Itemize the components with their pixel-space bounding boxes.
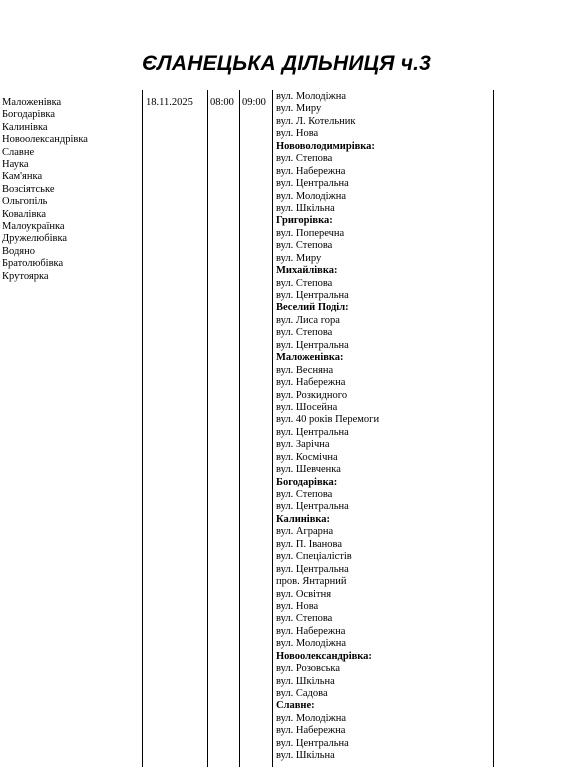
street-item: вул. Степова <box>276 613 333 625</box>
settlement-header: Нововолодимирівка: <box>276 140 375 152</box>
street-item: вул. Лиса гора <box>276 314 340 326</box>
street-item: вул. Нова <box>276 600 319 612</box>
street-item: вул. Молодіжна <box>276 638 347 650</box>
street-item: вул. П. Іванова <box>276 538 343 550</box>
street-item: вул. Миру <box>276 252 322 264</box>
street-item: вул. Набережна <box>276 377 346 389</box>
village-item: Славне <box>2 146 35 158</box>
street-item: вул. Набережна <box>276 725 346 737</box>
street-item: вул. Аграрна <box>276 526 334 538</box>
street-item: вул. Степова <box>276 327 333 339</box>
street-item: вул. Зарічна <box>276 439 330 451</box>
village-item: Крутоярка <box>2 270 49 282</box>
settlement-header: Григорівка: <box>276 215 333 227</box>
street-item: вул. Центральна <box>276 501 349 513</box>
street-item: вул. Степова <box>276 240 333 252</box>
streets-list <box>276 91 379 763</box>
column-divider <box>142 90 143 767</box>
street-item: вул. Молодіжна <box>276 91 347 102</box>
village-item: Новоолександрівка <box>2 134 88 146</box>
village-item: Ольгопіль <box>2 196 48 208</box>
column-divider <box>493 90 494 767</box>
street-item: вул. Степова <box>276 153 333 165</box>
village-item: Водяно <box>2 245 35 257</box>
street-item: вул. Миру <box>276 103 322 115</box>
page-title: ЄЛАНЕЦЬКА ДІЛЬНИЦЯ ч.3 <box>141 52 432 75</box>
street-item: вул. Садова <box>276 688 328 699</box>
settlement-header: Богодарівка: <box>276 476 338 488</box>
street-item: вул. Центральна <box>276 563 349 575</box>
settlement-header: Калинівка: <box>276 513 331 525</box>
street-item: вул. Спеціалістів <box>276 551 352 563</box>
village-item: Калинівка <box>2 121 48 133</box>
settlement-header: Маложенівка: <box>276 352 344 364</box>
street-item: вул. 40 років Перемоги <box>276 414 380 426</box>
street-item: пров. Янтарний <box>276 576 347 588</box>
street-item: вул. Поперечна <box>276 227 345 239</box>
street-item: вул. Центральна <box>276 737 349 749</box>
village-item: Малоукраїнка <box>2 221 65 233</box>
column-divider <box>239 90 240 767</box>
column-divider <box>272 90 273 767</box>
street-item: вул. Набережна <box>276 625 346 637</box>
village-item: Дружелюбівка <box>2 233 68 245</box>
street-item: вул. Розовська <box>276 663 340 675</box>
street-item: вул. Космічна <box>276 451 338 463</box>
street-item: вул. Молодіжна <box>276 190 347 202</box>
street-item: вул. Шкільна <box>276 675 335 687</box>
street-item: вул. Шкільна <box>276 750 335 762</box>
village-item: Наука <box>2 159 29 171</box>
street-item: вул. Центральна <box>276 178 349 190</box>
street-item: вул. Шкільна <box>276 202 335 214</box>
village-item: Возсіятське <box>2 183 55 195</box>
street-item: вул. Центральна <box>276 426 349 438</box>
street-item: вул. Степова <box>276 489 333 500</box>
settlement-header: Новоолександрівка: <box>276 650 372 662</box>
street-item: вул. Л. Котельник <box>276 115 356 127</box>
village-item: Ковалівка <box>2 208 47 220</box>
street-item: вул. Шевченка <box>276 464 341 476</box>
time-start: 08:00 <box>210 97 234 108</box>
time-end: 09:00 <box>242 97 266 108</box>
village-item: Маложенівка <box>2 97 62 108</box>
street-item: вул. Нова <box>276 128 319 140</box>
street-item: вул. Центральна <box>276 290 349 301</box>
street-item: вул. Весняна <box>276 364 334 376</box>
street-item: вул. Центральна <box>276 339 349 351</box>
village-item: Кам'янка <box>2 171 43 183</box>
settlement-header: Веселий Поділ: <box>276 302 349 314</box>
outage-date: 18.11.2025 <box>146 97 193 108</box>
settlement-header: Славне: <box>276 700 315 712</box>
column-divider <box>207 90 208 767</box>
settlement-header: Михайлівка: <box>276 265 338 277</box>
street-item: вул. Освітня <box>276 588 332 600</box>
street-item: вул. Розкидного <box>276 389 348 401</box>
street-item: вул. Набережна <box>276 165 346 177</box>
street-item: вул. Молодіжна <box>276 712 347 724</box>
street-item: вул. Степова <box>276 277 333 289</box>
village-item: Братолюбівка <box>2 258 64 270</box>
village-item: Богодарівка <box>2 109 56 121</box>
street-item: вул. Шосейна <box>276 401 338 413</box>
villages-list <box>2 97 88 283</box>
